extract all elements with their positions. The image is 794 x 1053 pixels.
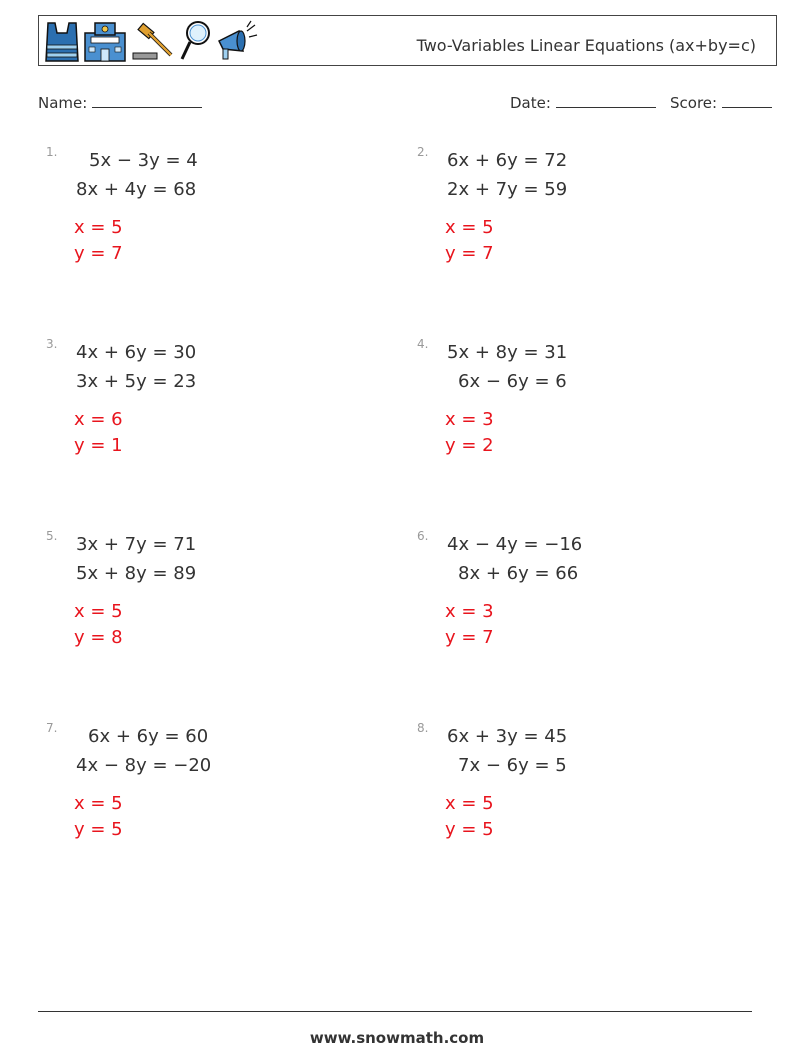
equation-1: 6x + 3y = 45 (447, 726, 568, 747)
equation-1: 5x + 8y = 31 (447, 342, 568, 363)
answer-x: x = 3 (445, 409, 494, 430)
equation-1: 4x − 4y = −16 (447, 534, 583, 555)
problem-number: 4. (417, 337, 429, 351)
answer-x: x = 3 (445, 601, 494, 622)
problem-3 (38, 337, 368, 507)
footer-divider (38, 1011, 752, 1012)
date-score-fields (510, 93, 772, 112)
problem-number: 1. (46, 145, 58, 159)
problem-number: 5. (46, 529, 58, 543)
answer-y: y = 7 (74, 243, 123, 264)
problem-8 (409, 721, 739, 891)
equation-1: 3x + 7y = 71 (76, 534, 197, 555)
worksheet-title: Two-Variables Linear Equations (ax+by=c) (416, 36, 756, 55)
problem-5 (38, 529, 368, 699)
answer-y: y = 7 (445, 243, 494, 264)
equation-2: 3x + 5y = 23 (76, 371, 197, 392)
answer-x: x = 6 (74, 409, 123, 430)
equation-1: 6x + 6y = 60 (88, 726, 209, 747)
equation-2: 6x − 6y = 6 (458, 371, 567, 392)
equation-1: 4x + 6y = 30 (76, 342, 197, 363)
answer-x: x = 5 (74, 601, 123, 622)
problem-1 (38, 145, 368, 315)
problem-number: 6. (417, 529, 429, 543)
vest-icon (45, 19, 79, 63)
score-label: Score: (670, 94, 718, 112)
equation-2: 2x + 7y = 59 (447, 179, 568, 200)
answer-y: y = 7 (445, 627, 494, 648)
equation-2: 4x − 8y = −20 (76, 755, 212, 776)
answer-y: y = 8 (74, 627, 123, 648)
equation-2: 7x − 6y = 5 (458, 755, 567, 776)
answer-x: x = 5 (74, 217, 123, 238)
megaphone-icon (215, 19, 259, 63)
problem-number: 3. (46, 337, 58, 351)
date-blank[interactable] (556, 93, 656, 108)
answer-x: x = 5 (445, 217, 494, 238)
problem-number: 8. (417, 721, 429, 735)
problem-number: 7. (46, 721, 58, 735)
name-field (38, 93, 202, 112)
name-label: Name: (38, 94, 88, 112)
problem-7 (38, 721, 368, 891)
answer-y: y = 5 (445, 819, 494, 840)
answer-y: y = 1 (74, 435, 123, 456)
equation-1: 6x + 6y = 72 (447, 150, 568, 171)
score-blank[interactable] (722, 93, 772, 108)
equation-2: 5x + 8y = 89 (76, 563, 197, 584)
equation-1: 5x − 3y = 4 (89, 150, 198, 171)
gavel-icon (131, 19, 175, 63)
police-station-icon (83, 19, 127, 63)
problem-number: 2. (417, 145, 429, 159)
problem-6 (409, 529, 739, 699)
footer-url[interactable]: www.snowmath.com (309, 1029, 485, 1047)
name-blank[interactable] (92, 93, 202, 108)
equation-2: 8x + 4y = 68 (76, 179, 197, 200)
problem-4 (409, 337, 739, 507)
magnifier-icon (179, 19, 211, 63)
answer-y: y = 2 (445, 435, 494, 456)
answer-y: y = 5 (74, 819, 123, 840)
equation-2: 8x + 6y = 66 (458, 563, 579, 584)
answer-x: x = 5 (74, 793, 123, 814)
header-icons (45, 19, 259, 63)
problem-2 (409, 145, 739, 315)
header-box (38, 15, 777, 66)
date-label: Date: (510, 94, 551, 112)
answer-x: x = 5 (445, 793, 494, 814)
